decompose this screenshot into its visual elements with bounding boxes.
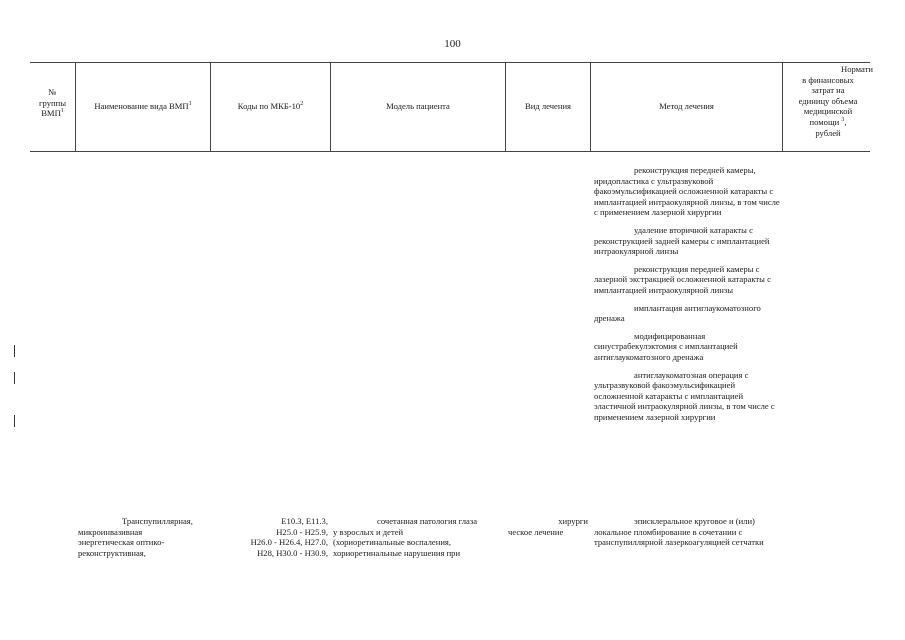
header-group-number: № группы ВМП$^1$ (39, 87, 66, 119)
margin-change-bar (14, 372, 15, 384)
method-item: реконструкция передней камеры, иридопластика с ультразвуковой факоэмульсификацией осложненной катаракты с имплантацией интраокулярной линзы, в том числе с применением лазерной хирургии (594, 165, 780, 218)
header-patient-model: Модель пациента (386, 101, 450, 111)
header-treatment-method: Метод лечения (659, 101, 714, 111)
row-treatment-type: хирурги ческое лечение (508, 516, 588, 537)
method-item: модифицированная синустрабекулэктомия с имплантацией антиглаукоматозного дренажа (594, 330, 738, 362)
header-vmp-name: Наименование вида ВМП$^1$ (94, 101, 192, 111)
method-item: антиглаукоматозная операция с ультразвуковой факоэмульсификацией осложненной катаракты с имплантацией эластичной интраокулярной линзы, в том числе с применением лазерной хирургии (594, 369, 775, 422)
table-top-border (30, 62, 870, 63)
header-mkb-codes: Коды по МКБ-$10^2$ (237, 101, 304, 111)
method-item: имплантация антиглаукоматозного дренажа (594, 302, 761, 324)
page-number: 100 (444, 38, 461, 50)
header-treatment-type: Вид лечения (524, 101, 572, 111)
row-treatment-method (594, 516, 780, 548)
margin-change-bar (14, 415, 15, 427)
method-item: эписклеральное круговое и (или) локальное пломбирование в сочетании с транспупиллярной лазеркоагуляцией сетчатки (594, 516, 764, 548)
method-item: удаление вторичной катаракты с реконструкцией задней камеры с имплантацией интраокулярной линзы (594, 224, 770, 257)
row-patient-model: сочетанная патология глаза у взрослых и детей (хориоретинальные воспаления, хориоретинальные нарушения при (333, 516, 478, 558)
method-list-continued (594, 165, 780, 422)
row-mkb-codes: E10.3, E11.3, H25.0 - H25.9, H26.0 - H26.4, H27.0, H28, H30.0 - H30.9, (250, 516, 328, 558)
table-header-bottom-border (30, 151, 870, 152)
method-item: реконструкция передней камеры с лазерной экстракцией осложненной катаракты с имплантацией интраокулярной линзы (594, 263, 771, 295)
header-financial-norm: Нормати в финансовых затрат на единицу объема медицинской помощи $^3$, рублей (798, 64, 873, 138)
margin-change-bar (14, 345, 15, 357)
row-vmp-name: Транспупиллярная, микроинвазивная энергетическая оптико- реконструктивная, (78, 516, 193, 558)
